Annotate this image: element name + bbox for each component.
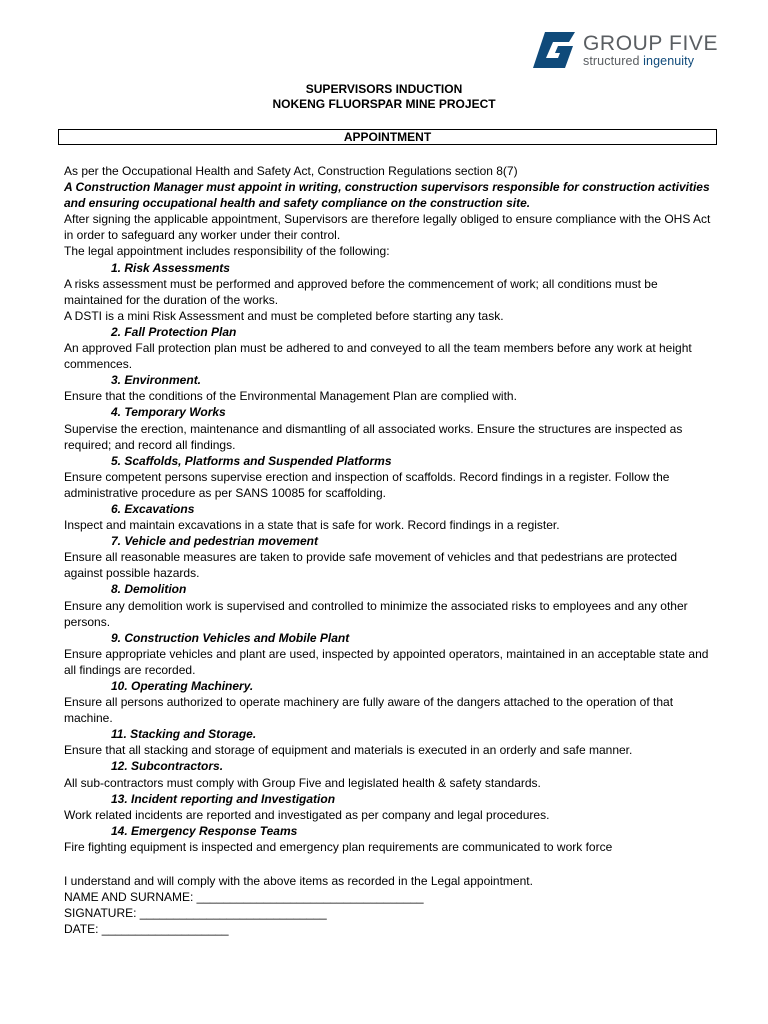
item-title: 3. Environment. <box>111 373 202 388</box>
appointment-heading: APPOINTMENT <box>58 129 717 145</box>
intro-requirement: A Construction Manager must appoint in writing, construction supervisors responsible for construction activities and ensuring occupational health and safety compliance on the construction site. <box>64 180 710 211</box>
item-title: 11. Stacking and Storage. <box>111 727 257 742</box>
document-body <box>64 163 718 937</box>
group-five-logo <box>531 31 718 69</box>
logo-tagline-ingenuity: ingenuity <box>643 53 695 68</box>
item-title: 5. Scaffolds, Platforms and Suspended Platforms <box>111 453 392 468</box>
item-title: 1. Risk Assessments <box>111 260 230 275</box>
logo-tagline <box>583 55 718 68</box>
item-text: Ensure all reasonable measures are taken to provide safe movement of vehicles and that pedestrians are protected against possible hazards. <box>64 550 678 581</box>
item-text: Ensure that the conditions of the Environmental Management Plan are complied with. <box>64 389 517 404</box>
intro-responsibility: The legal appointment includes responsibility of the following: <box>64 244 390 259</box>
item-text: Ensure all persons authorized to operate machinery are fully aware of the dangers attached to the operation of that machine. <box>64 695 674 726</box>
spacer <box>64 855 718 873</box>
item-text: Ensure competent persons supervise erection and inspection of scaffolds. Record findings in a register. Follow the administrative procedure as per SANS 10085 for scaffolding. <box>64 469 670 500</box>
item-text: Inspect and maintain excavations in a state that is safe for work. Record findings in a register. <box>64 518 560 533</box>
item-title: 7. Vehicle and pedestrian movement <box>111 534 318 549</box>
item-text: A risks assessment must be performed and approved before the commencement of work; all conditions must be maintained for the duration of the works. <box>64 276 658 307</box>
item-title: 6. Excavations <box>111 501 195 516</box>
logo-tagline-structured: structured <box>583 53 640 68</box>
item-text: All sub-contractors must comply with Group Five and legislated health & safety standards. <box>64 775 541 790</box>
item-text: Work related incidents are reported and investigated as per company and legal procedures. <box>64 807 550 822</box>
item-text: Ensure appropriate vehicles and plant are used, inspected by appointed operators, maintained in an acceptable state and all findings are recorded. <box>64 646 709 677</box>
item-text: An approved Fall protection plan must be adhered to and conveyed to all the team members before any work at height commences. <box>64 341 692 372</box>
name-surname-field[interactable]: NAME AND SURNAME: __________________________________ <box>64 890 424 905</box>
item-title: 13. Incident reporting and Investigation <box>111 791 336 806</box>
item-title: 8. Demolition <box>111 582 187 597</box>
item-title: 9. Construction Vehicles and Mobile Plant <box>111 630 350 645</box>
project-title: NOKENG FLUORSPAR MINE PROJECT <box>272 97 496 111</box>
item-text: Fire fighting equipment is inspected and emergency plan requirements are communicated to work force <box>64 839 613 854</box>
item-text: Ensure any demolition work is supervised and controlled to minimize the associated risks to employees and any other persons. <box>64 598 688 629</box>
logo-name: GROUP FIVE <box>583 31 719 55</box>
intro-regulation: As per the Occupational Health and Safety Act, Construction Regulations section 8(7) <box>64 164 518 178</box>
item-title: 2. Fall Protection Plan <box>111 324 237 339</box>
item-title: 10. Operating Machinery. <box>111 679 254 693</box>
closing-statement: I understand and will comply with the above items as recorded in the Legal appointment. <box>64 874 533 889</box>
signature-field[interactable]: SIGNATURE: ____________________________ <box>64 906 327 921</box>
intro-obligation: After signing the applicable appointment, Supervisors are therefore legally obliged to ensure compliance with the OHS Act in order to safeguard any worker under their control. <box>64 212 711 243</box>
item-title: 12. Subcontractors. <box>111 759 224 774</box>
item-title: 14. Emergency Response Teams <box>111 823 298 838</box>
item-text: Supervise the erection, maintenance and dismantling of all associated works. Ensure the structures are inspected as required; and record all findings. <box>64 421 683 452</box>
item-title: 4. Temporary Works <box>111 405 226 420</box>
document-title: SUPERVISORS INDUCTION <box>305 82 463 96</box>
item-text: A DSTI is a mini Risk Assessment and must be completed before starting any task. <box>64 308 504 323</box>
item-text: Ensure that all stacking and storage of equipment and materials is executed in an orderly and safe manner. <box>64 743 633 758</box>
date-field[interactable]: DATE: ___________________ <box>64 922 229 937</box>
group-five-logo-icon <box>531 31 577 69</box>
